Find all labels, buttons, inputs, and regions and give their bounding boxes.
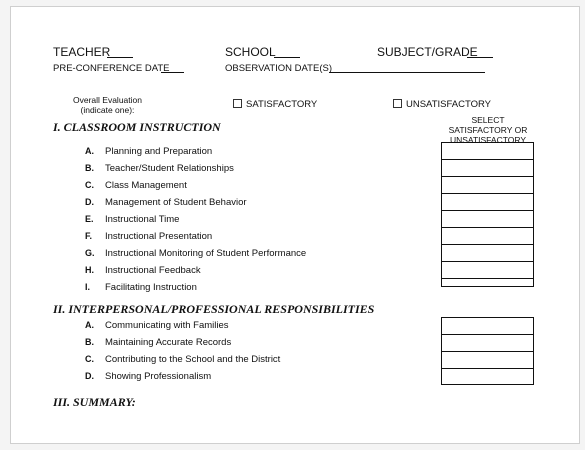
observation-date-field[interactable] xyxy=(329,72,485,73)
preconference-date-label: PRE-CONFERENCE DATE xyxy=(53,63,170,74)
selection-cell[interactable] xyxy=(442,335,533,352)
satisfactory-checkbox[interactable] xyxy=(233,99,242,108)
school-label: SCHOOL xyxy=(225,45,276,59)
section-classroom-instruction-title: I. CLASSROOM INSTRUCTION xyxy=(53,120,221,134)
item-letter: D. xyxy=(85,371,94,381)
item-letter: G. xyxy=(85,248,95,258)
observation-date-label: OBSERVATION DATE(S) xyxy=(225,63,332,74)
item-letter: B. xyxy=(85,337,94,347)
item-text: Facilitating Instruction xyxy=(105,282,197,293)
selection-cell[interactable] xyxy=(442,177,533,194)
evaluation-form-page xyxy=(10,6,580,444)
selection-cell[interactable] xyxy=(442,262,533,279)
teacher-label: TEACHER xyxy=(53,45,111,59)
selection-cell[interactable] xyxy=(442,352,533,369)
selection-cell[interactable] xyxy=(442,228,533,245)
section1-selection-grid xyxy=(441,142,534,287)
selection-cell[interactable] xyxy=(442,245,533,262)
selection-cell[interactable] xyxy=(442,211,533,228)
item-letter: D. xyxy=(85,197,94,207)
satisfactory-label: SATISFACTORY xyxy=(246,99,318,110)
column-header-line3: UNSATISFACTORY xyxy=(449,135,527,145)
item-letter: F. xyxy=(85,231,93,241)
section-summary-title: III. SUMMARY: xyxy=(53,395,136,409)
section-interpersonal-title: II. INTERPERSONAL/PROFESSIONAL RESPONSIBILITIES xyxy=(53,302,375,316)
item-text: Instructional Monitoring of Student Performance xyxy=(105,248,307,259)
unsatisfactory-option[interactable] xyxy=(393,99,491,110)
overall-evaluation-label xyxy=(73,95,142,115)
item-letter: A. xyxy=(85,320,94,330)
subject-grade-label: SUBJECT/GRADE xyxy=(377,45,478,59)
item-text: Teacher/Student Relationships xyxy=(105,163,234,174)
satisfactory-option[interactable] xyxy=(233,99,317,110)
subject-grade-field[interactable] xyxy=(467,57,493,58)
column-header-line2: SATISFACTORY OR xyxy=(448,125,528,135)
item-text: Instructional Presentation xyxy=(105,231,213,242)
item-letter: E. xyxy=(85,214,94,224)
item-letter: B. xyxy=(85,163,94,173)
item-letter: I. xyxy=(85,282,91,292)
overall-evaluation-line2: (indicate one): xyxy=(80,105,135,115)
item-text: Planning and Preparation xyxy=(105,146,213,157)
item-text: Class Management xyxy=(105,180,187,191)
item-letter: A. xyxy=(85,146,94,156)
selection-cell[interactable] xyxy=(442,318,533,335)
select-column-header xyxy=(441,115,535,145)
unsatisfactory-label: UNSATISFACTORY xyxy=(406,99,491,110)
item-text: Contributing to the School and the District xyxy=(105,354,281,365)
item-text: Instructional Time xyxy=(105,214,180,225)
column-header-line1: SELECT xyxy=(471,115,505,125)
preconference-date-field[interactable] xyxy=(161,72,184,73)
selection-cell[interactable] xyxy=(442,279,533,296)
item-letter: H. xyxy=(85,265,94,275)
item-text: Instructional Feedback xyxy=(105,265,201,276)
selection-cell[interactable] xyxy=(442,369,533,386)
item-text: Showing Professionalism xyxy=(105,371,212,382)
selection-cell[interactable] xyxy=(442,143,533,160)
school-field[interactable] xyxy=(274,57,300,58)
overall-evaluation-line1: Overall Evaluation xyxy=(73,95,142,105)
item-text: Communicating with Families xyxy=(105,320,229,331)
item-text: Maintaining Accurate Records xyxy=(105,337,232,348)
unsatisfactory-checkbox[interactable] xyxy=(393,99,402,108)
selection-cell[interactable] xyxy=(442,160,533,177)
teacher-field[interactable] xyxy=(107,57,133,58)
item-text: Management of Student Behavior xyxy=(105,197,247,208)
section2-selection-grid xyxy=(441,317,534,385)
item-letter: C. xyxy=(85,180,94,190)
item-letter: C. xyxy=(85,354,94,364)
selection-cell[interactable] xyxy=(442,194,533,211)
